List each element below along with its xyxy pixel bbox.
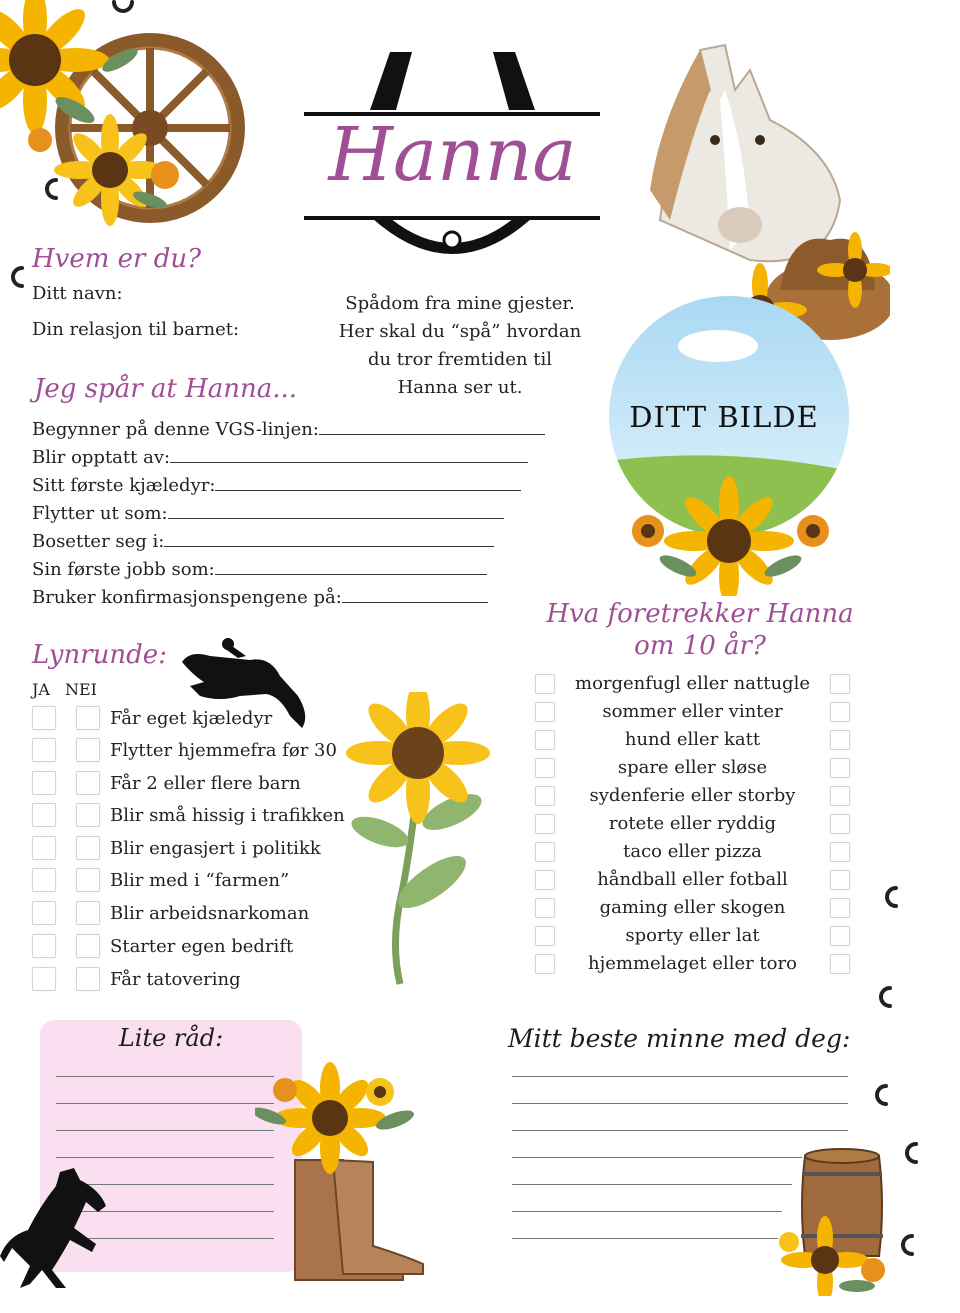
left-checkbox[interactable] <box>535 730 555 750</box>
preference-item: sydenferie eller storby <box>535 786 850 814</box>
predict-item: Sitt første kjæledyr: <box>32 472 545 500</box>
no-checkbox[interactable] <box>76 836 100 860</box>
right-checkbox[interactable] <box>830 926 850 946</box>
advice-line[interactable] <box>56 1076 274 1077</box>
horseshoe-icon <box>876 884 902 910</box>
lynrunde-heading: Lynrunde: <box>32 640 167 670</box>
memory-line[interactable] <box>512 1184 792 1185</box>
left-checkbox[interactable] <box>535 674 555 694</box>
yes-checkbox[interactable] <box>32 967 56 991</box>
yes-checkbox[interactable] <box>32 706 56 730</box>
predict-item: Flytter ut som: <box>32 500 545 528</box>
preference-item: sommer eller vinter <box>535 702 850 730</box>
page-title: Hanna <box>328 112 577 198</box>
preference-item: hjemmelaget eller toro <box>535 954 850 982</box>
left-checkbox[interactable] <box>535 898 555 918</box>
advice-line[interactable] <box>56 1103 274 1104</box>
left-checkbox[interactable] <box>535 758 555 778</box>
advice-line[interactable] <box>56 1130 274 1131</box>
memory-line[interactable] <box>512 1130 848 1131</box>
preference-item: håndball eller fotball <box>535 870 850 898</box>
lynrunde-item: Blir små hissig i trafikken <box>32 803 362 835</box>
memory-line[interactable] <box>512 1157 802 1158</box>
left-checkbox[interactable] <box>535 786 555 806</box>
right-checkbox[interactable] <box>830 870 850 890</box>
no-checkbox[interactable] <box>76 967 100 991</box>
advice-heading: Lite råd: <box>118 1024 224 1052</box>
no-checkbox[interactable] <box>76 934 100 958</box>
yes-checkbox[interactable] <box>32 934 56 958</box>
rearing-horse-icon <box>0 1166 112 1290</box>
yes-checkbox[interactable] <box>32 771 56 795</box>
intro-line: Spådom fra mine gjester. <box>345 293 575 314</box>
right-checkbox[interactable] <box>830 786 850 806</box>
preference-item: sporty eller lat <box>535 926 850 954</box>
preference-item: spare eller sløse <box>535 758 850 786</box>
left-checkbox[interactable] <box>535 702 555 722</box>
horseshoe-icon <box>2 264 28 290</box>
no-checkbox[interactable] <box>76 771 100 795</box>
yes-checkbox[interactable] <box>32 901 56 925</box>
preference-item: gaming eller skogen <box>535 898 850 926</box>
preferences-heading-line: Hva foretrekker Hanna <box>546 599 854 629</box>
right-checkbox[interactable] <box>830 954 850 974</box>
intro-text <box>330 290 590 402</box>
intro-line: Her skal du “spå” hvordan <box>338 321 582 342</box>
right-checkbox[interactable] <box>830 898 850 918</box>
left-checkbox[interactable] <box>535 870 555 890</box>
answer-line[interactable] <box>170 446 528 463</box>
memory-line[interactable] <box>512 1211 782 1212</box>
right-checkbox[interactable] <box>830 758 850 778</box>
right-checkbox[interactable] <box>830 674 850 694</box>
memory-heading: Mitt beste minne med deg: <box>508 1024 851 1053</box>
answer-line[interactable] <box>342 586 488 603</box>
answer-line[interactable] <box>319 418 545 435</box>
no-checkbox[interactable] <box>76 706 100 730</box>
barrel-icon <box>775 1146 905 1296</box>
who-heading: Hvem er du? <box>32 244 202 274</box>
right-checkbox[interactable] <box>830 730 850 750</box>
predict-item: Blir opptatt av: <box>32 444 545 472</box>
left-checkbox[interactable] <box>535 926 555 946</box>
right-checkbox[interactable] <box>830 814 850 834</box>
predict-item: Sin første jobb som: <box>32 556 545 584</box>
right-checkbox[interactable] <box>830 842 850 862</box>
horseshoe-icon <box>110 0 136 20</box>
no-column-label: NEI <box>65 680 97 699</box>
answer-line[interactable] <box>168 502 504 519</box>
left-checkbox[interactable] <box>535 814 555 834</box>
predict-item: Begynner på denne VGS-linjen: <box>32 416 545 444</box>
answer-line[interactable] <box>215 474 521 491</box>
lynrunde-item: Får eget kjæledyr <box>32 706 362 738</box>
left-checkbox[interactable] <box>535 954 555 974</box>
answer-line[interactable] <box>164 530 494 547</box>
preference-item: taco eller pizza <box>535 842 850 870</box>
right-checkbox[interactable] <box>830 702 850 722</box>
no-checkbox[interactable] <box>76 901 100 925</box>
preference-item: hund eller katt <box>535 730 850 758</box>
predict-list <box>32 416 545 612</box>
yes-checkbox[interactable] <box>32 803 56 827</box>
preferences-heading-line: om 10 år? <box>634 631 766 661</box>
photo-frame <box>608 296 850 596</box>
memory-line[interactable] <box>512 1238 778 1239</box>
name-field-label: Ditt navn: <box>32 283 123 304</box>
left-checkbox[interactable] <box>535 842 555 862</box>
yes-checkbox[interactable] <box>32 836 56 860</box>
intro-line: du tror fremtiden til <box>367 349 553 370</box>
horseshoe-icon <box>36 176 62 202</box>
sunflower-icon <box>340 692 500 992</box>
photo-label: DITT BILDE <box>629 400 819 434</box>
lynrunde-item: Starter egen bedrift <box>32 934 362 966</box>
lynrunde-item: Blir engasjert i politikk <box>32 836 362 868</box>
horseshoe-icon <box>866 1082 892 1108</box>
answer-line[interactable] <box>215 558 487 575</box>
advice-line[interactable] <box>56 1157 274 1158</box>
no-checkbox[interactable] <box>76 803 100 827</box>
lynrunde-item: Blir med i “farmen” <box>32 868 362 900</box>
lynrunde-item: Flytter hjemmefra før 30 <box>32 738 362 770</box>
intro-line: Hanna ser ut. <box>397 377 523 398</box>
yes-checkbox[interactable] <box>32 868 56 892</box>
predict-heading: Jeg spår at Hanna... <box>34 374 298 404</box>
no-checkbox[interactable] <box>76 868 100 892</box>
lynrunde-item: Får tatovering <box>32 967 362 999</box>
preference-item: rotete eller ryddig <box>535 814 850 842</box>
lynrunde-item: Blir arbeidsnarkoman <box>32 901 362 933</box>
cowboy-boots-icon <box>255 1050 430 1282</box>
yes-column-label: JA <box>32 680 50 699</box>
memory-line[interactable] <box>512 1076 848 1077</box>
predict-item: Bosetter seg i: <box>32 528 545 556</box>
sunflower-icon <box>0 0 190 230</box>
horseshoe-icon <box>870 984 896 1010</box>
relation-field-label: Din relasjon til barnet: <box>32 319 240 340</box>
preferences-heading <box>540 598 860 662</box>
yes-checkbox[interactable] <box>32 738 56 762</box>
preference-item: morgenfugl eller nattugle <box>535 674 850 702</box>
predict-item: Bruker konfirmasjonspengene på: <box>32 584 545 612</box>
no-checkbox[interactable] <box>76 738 100 762</box>
memory-line[interactable] <box>512 1103 848 1104</box>
lynrunde-item: Får 2 eller flere barn <box>32 771 362 803</box>
